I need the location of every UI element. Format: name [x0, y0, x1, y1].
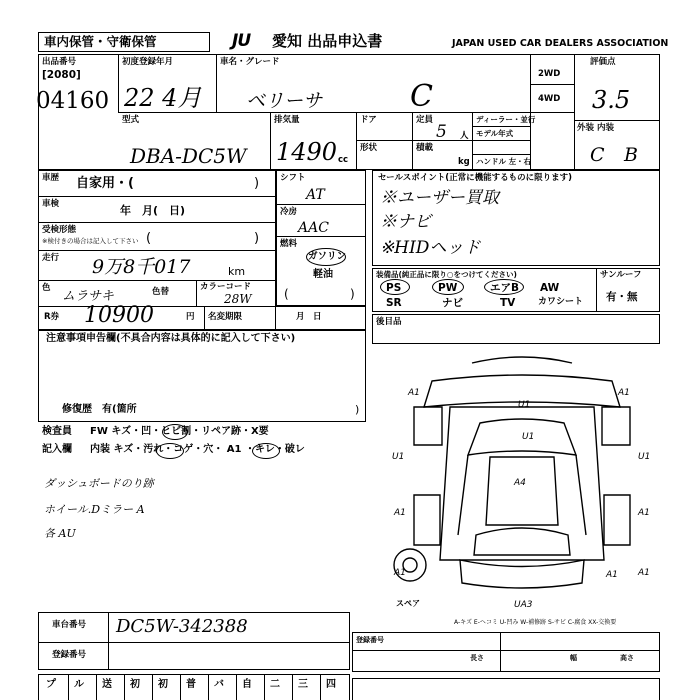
drive-4wd-label: 4WD [538, 94, 561, 104]
model-label: 型式 [122, 115, 140, 125]
dealer-label: ディーラー・並行 [476, 115, 536, 124]
sales-points-title: セールスポイント(正常に機能するものに限ります) [378, 173, 573, 183]
after-section [372, 314, 660, 344]
after-label: 後目品 [376, 317, 402, 327]
bottom-row-item: 自 [242, 679, 252, 690]
damage-label: UA3 [514, 600, 533, 610]
recycle-label: R券 [44, 312, 60, 322]
bottom-row-divider [208, 674, 209, 700]
lot-number-label: 出品番号 [42, 57, 77, 67]
equip-tv: TV [500, 297, 516, 309]
fuel-open-paren: ( [284, 287, 289, 301]
door-label: ドア [360, 115, 377, 125]
bottom-row-divider [180, 674, 181, 700]
usage-label: 車歴 [42, 173, 60, 183]
car-damage-diagram [372, 345, 662, 615]
bottom-row-divider [292, 674, 293, 700]
registration-number-label: 登録番号 [52, 650, 87, 660]
fuel-gasoline: ガソリン [308, 251, 347, 262]
ext-int-label: 外装 内装 [577, 123, 614, 133]
num-label: 登録番号 [356, 636, 384, 644]
ju-logo: JU [232, 31, 251, 51]
bottom-row-labels [40, 678, 348, 698]
inspection-form-note: ※検付きの場合は記入して下さい [42, 237, 139, 245]
bottom-row-divider [264, 674, 265, 700]
model-year-label: モデル年式 [476, 129, 514, 138]
damage-label: U1 [522, 432, 535, 442]
handwritten-note-3: 各 AU [44, 527, 76, 540]
load-label: 積載 [416, 143, 434, 153]
inspection-form-label: 受検形態 [42, 225, 77, 235]
recycle-unit: 円 [186, 312, 195, 322]
bottom-row-item: 三 [298, 679, 308, 690]
chassis-label: 車台番号 [52, 620, 87, 630]
stain-circle [156, 443, 184, 459]
equip-pw: PW [438, 282, 458, 294]
bottom-row-item: 二 [270, 679, 280, 690]
lot-number-value: 04160 [36, 88, 110, 114]
grade-value: C [410, 79, 433, 114]
usage-value: 自家用・( [76, 176, 134, 191]
damage-label: A1 [638, 568, 650, 578]
fuel-close-paren: ) [350, 287, 355, 301]
damage-label: U1 [518, 400, 531, 410]
height-label: 高さ [620, 654, 634, 662]
bottom-row-item: バ [214, 679, 224, 690]
handwritten-note-1: ダッシュボードのり跡 [44, 477, 154, 490]
name-change-value: 月 日 [296, 312, 322, 322]
damage-label: A1 [408, 388, 420, 398]
fuel-diesel: 軽油 [313, 269, 333, 280]
displacement-label: 排気量 [274, 115, 300, 125]
color-label: 色 [42, 283, 51, 293]
bottom-row-item: 普 [186, 679, 196, 690]
a1-circle [252, 443, 280, 459]
shape-label: 形状 [360, 143, 378, 153]
repair-history-close-paren: ) [355, 403, 360, 416]
bottom-row-divider [96, 674, 97, 700]
damage-label: A4 [514, 478, 526, 488]
bottom-row-divider [68, 674, 69, 700]
sunroof-value: 有・無 [606, 291, 638, 303]
name-change-label: 名変期限 [208, 312, 243, 322]
capacity-value: 5 [436, 122, 447, 142]
color-code-value: 28W [224, 292, 252, 306]
org-title: 愛知 出品申込書 [272, 32, 383, 50]
damage-label: U1 [638, 452, 651, 462]
equip-airbag-circle [484, 279, 524, 295]
equip-navi: ナビ [442, 297, 463, 309]
equip-aw: AW [540, 282, 560, 294]
car-name-value: ベリーサ [246, 90, 323, 112]
bottom-row-divider [236, 674, 237, 700]
exterior-grade: C [590, 144, 605, 166]
equip-pw-circle [432, 279, 464, 295]
bottom-row-item: 初 [130, 679, 140, 690]
score-value: 3.5 [592, 86, 631, 114]
damage-label: U1 [392, 452, 405, 462]
bottom-row-item: 四 [326, 679, 336, 690]
org-english-title: JAPAN USED CAR DEALERS ASSOCIATION [452, 38, 669, 49]
sunroof-label: サンルーフ [600, 270, 642, 280]
capacity-unit: 人 [460, 131, 469, 141]
score-label: 評価点 [590, 57, 616, 67]
inspector-text: FW キズ・凹・ヒビ割・リペア跡・X要 [90, 426, 269, 437]
damage-label: A1 [618, 388, 630, 398]
color-value: ムラサキ [62, 289, 115, 304]
bottom-row-divider [152, 674, 153, 700]
aircon-value: AAC [298, 220, 329, 236]
mileage-unit: km [228, 265, 246, 278]
mileage-label: 走行 [42, 253, 60, 263]
color-change-label: 色替 [152, 287, 170, 297]
notes-title: 注意事項申告欄(不具合内容は具体的に記入して下さい) [46, 333, 296, 344]
damage-label: A1 [394, 568, 406, 578]
capacity-label: 定員 [416, 115, 434, 125]
first-registration-label: 初度登録年月 [122, 57, 174, 67]
shift-value: AT [306, 187, 325, 203]
inspector-label: 検査員 [42, 426, 72, 437]
model-value: DBA-DC5W [130, 144, 247, 168]
usage-close-paren: ) [254, 176, 260, 191]
lot-sub-number: [2080] [42, 69, 81, 81]
equipment-title: 装備品(純正品に限り○をつけてください) [376, 270, 517, 279]
displacement-unit: cc [338, 155, 349, 165]
bottom-row-item: プ [46, 679, 56, 690]
damage-label: A1 [638, 508, 650, 518]
drive-2wd-label: 2WD [538, 69, 561, 79]
shift-label: シフト [280, 173, 306, 183]
dimensions-section [352, 632, 660, 672]
sales-point-1: ※ユーザー買取 [380, 188, 499, 208]
inspection-label: 車検 [42, 199, 60, 209]
bottom-row-item: 初 [158, 679, 168, 690]
color-code-label: カラーコード [200, 282, 252, 292]
mileage-value: 9万8千017 [92, 256, 191, 278]
fuel-label: 燃料 [280, 239, 298, 249]
inspection-form-close-paren: ) [254, 231, 260, 246]
car-name-label: 車名・グレード [220, 57, 280, 67]
record-label: 記入欄 [42, 444, 72, 455]
length-label: 長さ [470, 654, 484, 662]
equip-sr: SR [386, 297, 402, 309]
spare-label: スペア [396, 599, 420, 608]
sales-point-2: ※ナビ [380, 212, 431, 232]
inspection-form-open-paren: ( [146, 231, 152, 246]
equip-kawa-seat: カワシート [538, 297, 584, 307]
storage-label: 車内保管・守衛保管 [44, 34, 157, 49]
chassis-value: DC5W-342388 [116, 616, 248, 637]
sales-point-3: ※HIDヘッド [380, 238, 481, 258]
damage-label: A1 [606, 570, 618, 580]
equip-ps: PS [386, 282, 402, 294]
bottom-row-divider [124, 674, 125, 700]
load-unit: kg [458, 157, 470, 167]
displacement-value: 1490 [276, 138, 338, 166]
record-text: 内装 キズ・汚れ・コゲ・穴・ A1 ・キレ・破レ [90, 444, 305, 455]
width-label: 幅 [570, 654, 577, 662]
dent-circle [162, 424, 188, 440]
interior-grade: B [624, 144, 638, 166]
handwritten-note-2: ホイール.Dミラー A [44, 503, 145, 516]
bottom-row-item: 送 [102, 679, 112, 690]
damage-label: A1 [394, 508, 406, 518]
recycle-value: 10900 [84, 303, 154, 328]
first-registration-value: 22 4月 [124, 84, 202, 112]
equip-airbag: エアB [490, 282, 520, 294]
bottom-right-box [352, 678, 660, 700]
diagram-legend: A-キズ E-ヘコミ U-凹み W-補修跡 S-サビ C-腐食 XX-交換要 [454, 619, 617, 626]
handle-label: ハンドル 左・右 [476, 157, 532, 166]
equip-ps-circle [380, 279, 410, 295]
bottom-row-divider [320, 674, 321, 700]
inspection-value: 年 月( 日) [120, 204, 186, 217]
aircon-label: 冷房 [280, 207, 298, 217]
bottom-row-item: ル [74, 679, 84, 690]
repair-history: 修復歴 有(箇所 [62, 404, 137, 415]
